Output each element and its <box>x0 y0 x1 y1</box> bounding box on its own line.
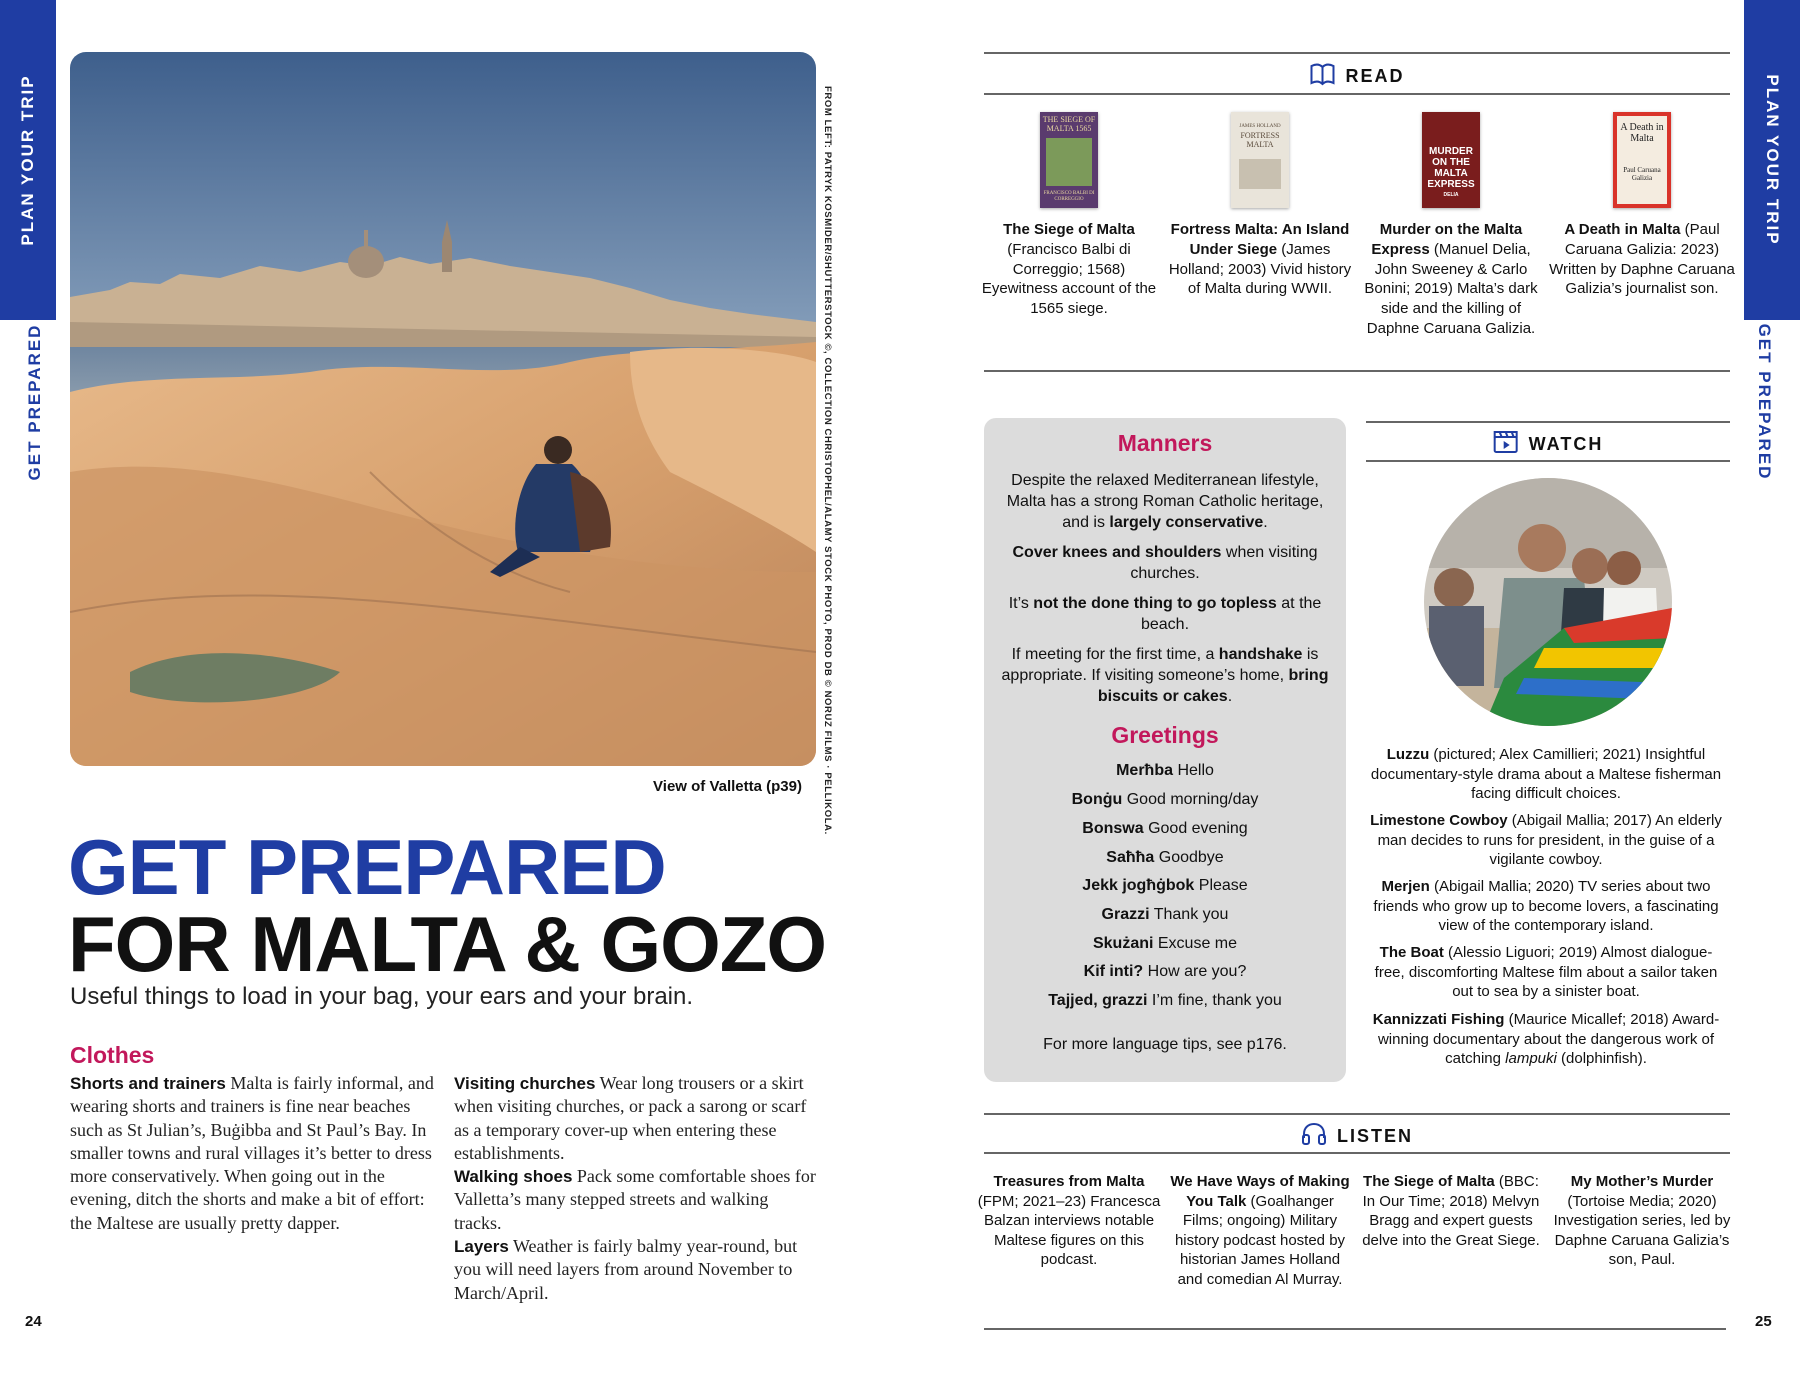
right-side-tab <box>1744 0 1800 320</box>
manners-emphasis: Cover knees and shoulders <box>1012 544 1222 561</box>
manners-text: when visiting churches. <box>1130 544 1318 582</box>
film-item <box>1366 877 1726 936</box>
manners-text: It’s <box>1008 595 1034 612</box>
listen-rule-bottom <box>984 1328 1726 1330</box>
cover-author: JAMES HOLLAND <box>1239 124 1281 129</box>
film-details-italic: lampuki <box>1505 1050 1557 1068</box>
watch-section-title <box>1493 430 1604 459</box>
greeting-item <box>1000 762 1330 780</box>
book-item <box>1166 112 1354 299</box>
podcast-item <box>1357 1172 1545 1250</box>
cover-title: MURDER ON THE MALTA EXPRESS <box>1427 146 1475 190</box>
film-item <box>1366 943 1726 1002</box>
film-details: (Alessio Liguori; 2019) Almost dialogue-free, discomforting Maltese film about a sailor taken out to sea by a sinister boat. <box>1374 944 1718 1001</box>
book-details: (Paul Caruana Galizia: 2023) Written by Daphne Caruana Galizia’s journalist son. <box>1549 221 1735 298</box>
podcast-details: (Tortoise Media; 2020) Investigation series, led by Daphne Caruana Galizia’s son, Paul. <box>1553 1192 1731 1269</box>
read-title: READ <box>1345 66 1405 86</box>
right-side-section-label: GET PREPARED <box>1755 323 1774 481</box>
greeting-item <box>1000 820 1330 838</box>
clothes-term: Layers <box>454 1237 509 1257</box>
page-number-left: 24 <box>25 1313 42 1330</box>
greeting-maltese: Kif inti? <box>1083 963 1144 980</box>
listen-title: LISTEN <box>1336 1126 1414 1146</box>
film-item <box>1366 1010 1726 1069</box>
book-item <box>1357 112 1545 339</box>
read-section-title <box>1309 62 1404 91</box>
manners-text: Despite the relaxed Mediterranean lifestyle, Malta has a strong Roman Catholic heritage, and is <box>1006 472 1324 531</box>
greeting-maltese: Jekk jogħġbok <box>1082 877 1195 894</box>
page-title-line-1: GET PREPARED <box>68 823 666 911</box>
cover-author: FRANCISCO BALBI DI CORREGGIO <box>1043 191 1095 202</box>
film-details: (Abigail Mallia; 2020) TV series about two friends who grow up to become lovers, a fascinating view of the contemporary island. <box>1373 878 1719 935</box>
manners-emphasis: largely conservative <box>1109 514 1264 531</box>
film-details: (pictured; Alex Camillieri; 2021) Insightful documentary-style drama about a Maltese fisherman facing difficult choices. <box>1370 746 1722 803</box>
valletta-photo <box>70 52 816 766</box>
manners-text: . <box>1227 688 1233 705</box>
manners-text: at the beach. <box>1140 595 1322 633</box>
podcast-details: (Goalhanger Films; ongoing) Military history podcast hosted by historian James Holland and comedian Al Murray. <box>1174 1192 1346 1288</box>
greeting-maltese: Merħba <box>1116 762 1173 779</box>
listen-section-title <box>1301 1122 1413 1151</box>
film-details: (Maurice Micallef; 2018) Award-winning documentary about the dangerous work of catching <box>1377 1011 1720 1068</box>
greeting-english: Thank you <box>1149 906 1229 923</box>
clothes-heading: Clothes <box>70 1042 155 1068</box>
watch-rule-mid <box>1366 460 1730 462</box>
film-item <box>1366 745 1726 804</box>
book-icon <box>1309 62 1335 91</box>
manners-text: is appropriate. If visiting someone’s home, <box>1001 646 1319 684</box>
clothes-term: Visiting churches <box>454 1074 596 1093</box>
left-side-section-label: GET PREPARED <box>25 323 44 481</box>
clothes-item <box>454 1072 816 1165</box>
left-tab-label: PLAN YOUR TRIP <box>18 74 37 246</box>
podcast-title: The Siege of Malta <box>1363 1173 1495 1190</box>
clothes-column-1 <box>70 1072 436 1235</box>
book-cover <box>1422 112 1480 208</box>
read-rule-mid <box>984 93 1730 95</box>
greeting-english: Hello <box>1173 762 1214 779</box>
cover-title: A Death in Malta <box>1620 122 1664 144</box>
podcast-title: Treasures from Malta <box>993 1173 1145 1190</box>
manners-paragraph <box>1000 542 1330 584</box>
film-details: (Abigail Mallia; 2017) An elderly man decides to runs for president, in the guise of a vigilante cowboy. <box>1377 812 1722 869</box>
book-cover <box>1040 112 1098 208</box>
photo-caption: View of Valletta (p39) <box>653 778 802 795</box>
photo-credit-text: FROM LEFT: PATRYK KOSMIDER/SHUTTERSTOCK ©, COLLECTION CHRISTOPHEL/ALAMY STOCK PHOTO, PROD DB © NORUZ FILMS · PELLIKOLA. <box>822 86 833 835</box>
clothes-column-2 <box>454 1072 816 1305</box>
greeting-english: Good morning/day <box>1122 791 1259 808</box>
greeting-item <box>1000 906 1330 924</box>
greeting-item <box>1000 791 1330 809</box>
film-title: Kannizzati Fishing <box>1372 1011 1505 1028</box>
manners-paragraph <box>1000 470 1330 533</box>
cover-author: Paul Caruana Galizia <box>1623 166 1661 182</box>
read-rule-bottom <box>984 370 1730 372</box>
greeting-maltese: Bonġu <box>1071 791 1123 808</box>
manners-text: If meeting for the first time, a <box>1011 646 1219 663</box>
greeting-english: Good evening <box>1143 820 1248 837</box>
greeting-maltese: Grazzi <box>1101 906 1150 923</box>
book-title: The Siege of Malta <box>1003 221 1135 238</box>
podcast-title: We Have Ways of Making You Talk <box>1170 1173 1350 1210</box>
book-cover <box>1231 112 1289 208</box>
podcast-item <box>1166 1172 1354 1290</box>
book-title: Fortress Malta: An Island Under Siege <box>1170 221 1350 258</box>
book-title: Murder on the Malta Express <box>1371 221 1523 258</box>
greeting-maltese: Tajjed, grazzi <box>1048 992 1148 1009</box>
greeting-english: How are you? <box>1143 963 1247 980</box>
clothes-text: Malta is fairly informal, and wearing shorts and trainers is fine near beaches such as St Julian’s, Buġibba and St Paul’s Bay. In smaller towns and rural villages it’s better to dress more conservatively. When going out in the evening, ditch the shorts and make a bit of effort: the Maltese are usually pretty dapper. <box>70 1073 434 1233</box>
film-title: Luzzu <box>1386 746 1430 763</box>
photo-credit <box>822 86 840 835</box>
book-cover <box>1613 112 1671 208</box>
headphones-icon <box>1301 1122 1327 1151</box>
manners-emphasis: not the done thing to go topless <box>1033 595 1277 612</box>
podcast-details: (BBC: In Our Time; 2018) Melvyn Bragg and expert guests delve into the Great Siege. <box>1362 1173 1540 1249</box>
listen-rule-top <box>984 1113 1730 1115</box>
film-item <box>1366 811 1726 870</box>
podcast-item <box>975 1172 1163 1270</box>
clothes-term: Walking shoes <box>454 1167 573 1187</box>
book-details: (Manuel Delia, John Sweeney & Carlo Bonini; 2019) Malta’s dark side and the killing of Daphne Caruana Galizia. <box>1364 240 1538 337</box>
book-item <box>1548 112 1736 299</box>
manners-emphasis: handshake <box>1218 646 1303 663</box>
book-details: (James Holland; 2003) Vivid history of Malta during WWII. <box>1168 240 1352 298</box>
manners-text: . <box>1263 514 1268 531</box>
book-details: (Francisco Balbi di Correggio; 1568) Eyewitness account of the 1565 siege. <box>981 240 1157 318</box>
greeting-item <box>1000 992 1330 1010</box>
watch-title: WATCH <box>1528 434 1604 454</box>
film-details: (dolphinfish). <box>1556 1050 1647 1068</box>
read-rule-top <box>984 52 1730 54</box>
manners-paragraph <box>1000 644 1330 707</box>
clothes-text: Pack some comfortable shoes for Valletta’s many stepped streets and walking tracks. <box>454 1166 816 1233</box>
watch-rule-top <box>1366 421 1730 423</box>
luzzu-film-still <box>1424 478 1672 726</box>
language-tips-note: For more language tips, see p176. <box>1043 1036 1287 1053</box>
left-side-tab <box>0 0 56 320</box>
podcast-details: (FPM; 2021–23) Francesca Balzan interviews notable Maltese figures on this podcast. <box>977 1192 1161 1269</box>
film-title: Merjen <box>1381 878 1430 895</box>
greeting-english: I’m fine, thank you <box>1147 992 1282 1009</box>
podcast-title: My Mother’s Murder <box>1570 1173 1714 1190</box>
manners-paragraph <box>1000 593 1330 635</box>
film-clapper-icon <box>1493 430 1519 459</box>
film-title: The Boat <box>1379 944 1444 961</box>
cover-title: THE SIEGE OF MALTA 1565 <box>1042 115 1096 133</box>
greeting-english: Goodbye <box>1154 849 1224 866</box>
page-subtitle: Useful things to load in your bag, your ears and your brain. <box>70 983 694 1010</box>
greeting-maltese: Skużani <box>1092 935 1154 952</box>
greeting-item <box>1000 935 1330 953</box>
book-item <box>975 112 1163 319</box>
cover-title: FORTRESS MALTA <box>1240 131 1280 149</box>
greeting-item <box>1000 963 1330 981</box>
cover-author: DELIA <box>1443 192 1459 198</box>
listen-rule-mid <box>984 1152 1730 1154</box>
greeting-maltese: Bonswa <box>1082 820 1144 837</box>
greetings-heading: Greetings <box>1111 722 1219 748</box>
greeting-english: Excuse me <box>1153 935 1238 952</box>
clothes-text: Wear long trousers or a skirt when visiting churches, or pack a sarong or scarf as a temporary cover-up when entering these establishments. <box>454 1073 807 1163</box>
right-tab-label: PLAN YOUR TRIP <box>1763 74 1782 246</box>
clothes-item <box>454 1235 816 1305</box>
manners-heading: Manners <box>1117 430 1213 456</box>
page-number-right: 25 <box>1755 1313 1772 1330</box>
page-title-line-2: FOR MALTA & GOZO <box>68 900 827 988</box>
podcast-item <box>1548 1172 1736 1270</box>
greeting-item <box>1000 877 1330 895</box>
clothes-item <box>454 1165 816 1235</box>
book-title: A Death in Malta <box>1564 221 1681 238</box>
greeting-maltese: Saħħa <box>1106 849 1155 866</box>
film-title: Limestone Cowboy <box>1370 812 1508 829</box>
manners-emphasis: bring biscuits or cakes <box>1097 667 1329 705</box>
greeting-item <box>1000 849 1330 867</box>
clothes-term: Shorts and trainers <box>70 1074 226 1093</box>
clothes-text: Weather is fairly balmy year-round, but you will need layers from around November to March/April. <box>454 1236 798 1303</box>
greeting-english: Please <box>1194 877 1248 894</box>
